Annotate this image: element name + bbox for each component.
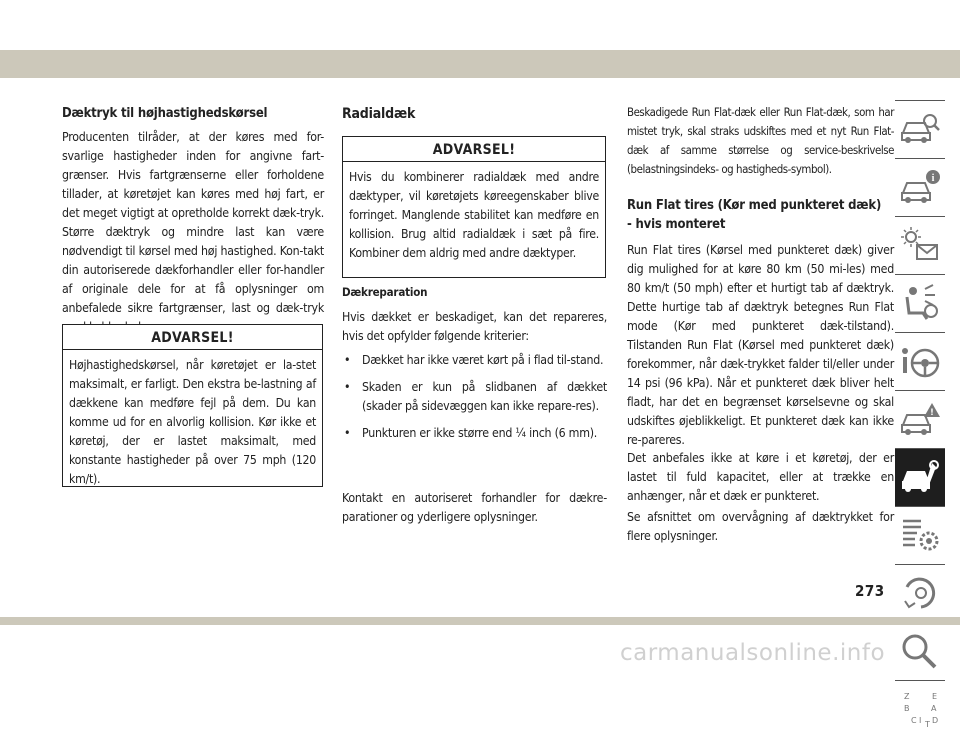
warning-box bbox=[62, 324, 323, 487]
section-heading-run-flat: Run Flat tires (Kør med punkteret dæk) - hvis monteret bbox=[627, 198, 882, 232]
warning-text: Højhastighedskørsel, når køretøjet er la-stet maksimalt, er farligt. Den ekstra be-lastning af dækkene kan medføre fejl på dem. Du kan komme ud for en alvorlig kollision. Kør ikke et køretøj, der er lastet maksimalt, med konstante hastigheder på over 75 mph (120 km/t). bbox=[69, 358, 316, 486]
svg-text:B: B bbox=[904, 704, 910, 713]
svg-text:T: T bbox=[925, 720, 930, 729]
car-wrench-icon bbox=[899, 457, 941, 497]
magnifier-icon bbox=[899, 631, 941, 671]
tab-car-wrench-active[interactable] bbox=[895, 448, 945, 506]
seat-airbag-icon bbox=[899, 283, 941, 323]
criteria-list bbox=[342, 351, 607, 443]
car-gear-icon bbox=[899, 573, 941, 613]
body-paragraph: Se afsnittet om overvågning af dæktrykket for flere oplysninger. bbox=[627, 510, 894, 543]
body-paragraph: Beskadigede Run Flat-dæk eller Run Flat-dæk, som har mistet tryk, skal straks udskiftes med et nyt Run Flat-dæk af samme størrelse og service-beskrivelse (belastningsindeks- og hastigheds-symbol). bbox=[627, 105, 894, 176]
page-number: 273 bbox=[855, 582, 885, 600]
list-item: • Punkturen er ikke større end ¼ inch (6 mm). bbox=[344, 426, 598, 440]
svg-text:A: A bbox=[931, 704, 937, 713]
body-paragraph: Run Flat tires (Kørsel med punkteret dæk) giver dig mulighed for at køre 80 km (50 mi-les) med 80 km/t (50 mph) efter et hurtigt tab af dæktryk. Dette hurtige tab af dæktryk betegnes Run Flat mode (Kør med punkteret dæk-tilstand). Tilstanden Run Flat (Kørsel med punkteret dæk) forekommer, når dæk-trykket falder til/eller under 14 psi (96 kPa). Når et punkteret dæk bliver helt fladt, har det en begrænset kørselsevne og skal udskiftes øjeblikkeligt. Et punkteret dæk kan ikke re-pareres. bbox=[627, 243, 894, 447]
body-paragraph: Hvis dækket er beskadiget, kan det repareres, hvis det opfylder følgende kriterier: bbox=[342, 310, 607, 343]
body-paragraph: Det anbefales ikke at køre i et køretøj, der er lastet til fuld kapacitet, eller at trække en anhænger, når et dæk er punkteret. bbox=[627, 451, 894, 503]
top-color-band bbox=[0, 50, 960, 78]
section-heading-radial-tires: Radialdæk bbox=[342, 106, 416, 122]
warning-title: ADVARSEL! bbox=[63, 325, 322, 350]
warning-text: Hvis du kombinerer radialdæk med andre dæktyper, vil køretøjets køreegenskaber blive forringet. Manglende stabilitet kan medføre en kollision. Brug altid radialdæk i sæt på fire. Kombiner dem aldrig med andre dæktyper. bbox=[349, 170, 599, 260]
tab-dashboard-lights[interactable] bbox=[895, 216, 945, 274]
alphabet-index-icon bbox=[899, 689, 941, 729]
body-paragraph: Kontakt en autoriseret forhandler for dækre-parationer og yderligere oplysninger. bbox=[342, 491, 607, 524]
car-search-icon bbox=[899, 109, 941, 149]
dashboard-lights-icon bbox=[899, 225, 941, 265]
svg-text:I: I bbox=[919, 716, 922, 725]
tab-car-search[interactable] bbox=[895, 100, 945, 158]
tab-seat-airbag[interactable] bbox=[895, 274, 945, 332]
tab-car-gear[interactable] bbox=[895, 564, 945, 622]
body-paragraph: Producenten tilråder, at der køres med for-svarlige hastigheder inden for angivne fart-grænser. Hvis fartgrænserne eller forholdene tillader, at køretøjet kan køres med høj fart, er det meget vigtigt at opretholde korrekt dæk-tryk. Større dæktryk og mindre last kan være nødvendigt til kørsel med høj hastighed. Kon-takt din autoriserede dækforhandler eller for-handler af originale dele for at få oplysninger om anbefalede sikre fartgrænser, last og dæk-tryk bbox=[62, 130, 324, 315]
list-item: • Skaden er kun på slidbanen af dækket (skader på sidevæggen kan ikke repare-res). bbox=[344, 380, 607, 413]
svg-text:C: C bbox=[911, 716, 917, 725]
svg-text:Z: Z bbox=[904, 692, 910, 701]
tab-alphabet-index[interactable] bbox=[895, 680, 945, 732]
svg-text:!: ! bbox=[930, 408, 934, 418]
tab-magnifier[interactable] bbox=[895, 622, 945, 680]
svg-text:E: E bbox=[932, 692, 938, 701]
bottom-color-band bbox=[0, 617, 960, 625]
car-info-icon bbox=[899, 167, 941, 207]
section-heading-high-speed: Dæktryk til højhastighedskørsel bbox=[62, 106, 268, 121]
svg-text:i: i bbox=[931, 173, 935, 184]
warning-triangle-car-icon bbox=[899, 399, 941, 439]
warning-title: ADVARSEL! bbox=[343, 137, 605, 162]
warning-box bbox=[342, 136, 606, 278]
tab-list-gear[interactable] bbox=[895, 506, 945, 564]
tab-car-info[interactable] bbox=[895, 158, 945, 216]
list-item: • Dækket har ikke været kørt på i flad til-stand. bbox=[344, 353, 604, 367]
list-gear-icon bbox=[899, 515, 941, 555]
watermark: carmanualsonline.info bbox=[620, 640, 886, 666]
subheading-tire-repair: Dækreparation bbox=[342, 285, 428, 299]
tab-steering-wheel[interactable] bbox=[895, 332, 945, 390]
svg-text:D: D bbox=[932, 716, 939, 725]
chapter-tab-sidebar bbox=[895, 100, 945, 732]
tab-warning-triangle-car[interactable] bbox=[895, 390, 945, 448]
steering-wheel-icon bbox=[899, 341, 941, 381]
